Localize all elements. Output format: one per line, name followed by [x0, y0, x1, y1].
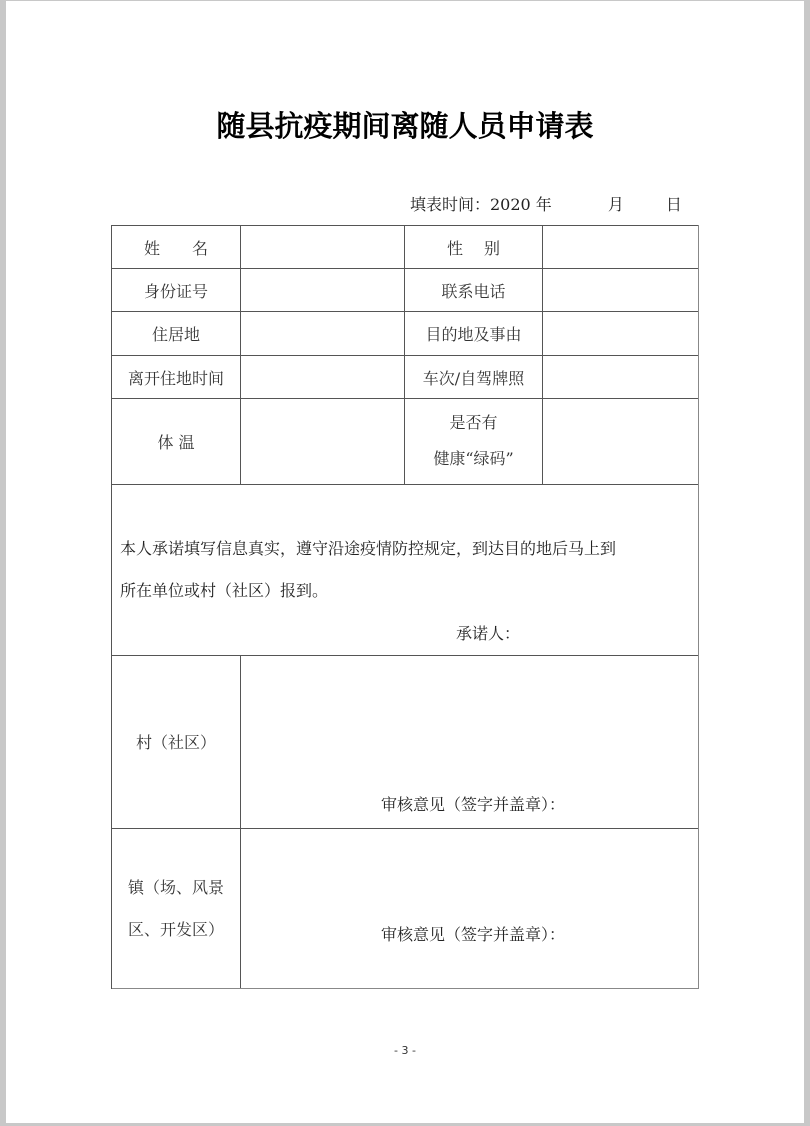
page-number: - 3 -	[394, 1044, 416, 1057]
label-green-code	[405, 399, 542, 484]
label-phone: 联系电话	[441, 281, 506, 301]
input-departure-time[interactable]	[241, 356, 404, 398]
pledge-text-line1: 本人承诺填写信息真实，遵守沿途疫情防控规定，到达目的地后马上到	[120, 539, 617, 558]
input-town-review[interactable]	[241, 829, 698, 919]
input-train-or-plate[interactable]	[543, 356, 698, 398]
label-green-code-line2: 健康“绿码”	[433, 448, 514, 468]
input-phone[interactable]	[543, 269, 698, 311]
table-border-bottom	[111, 988, 699, 989]
input-gender[interactable]	[543, 226, 698, 268]
label-id-number: 身份证号	[143, 281, 208, 301]
input-id-number[interactable]	[241, 269, 404, 311]
label-name: 姓 名	[143, 238, 208, 258]
label-residence: 住居地	[151, 325, 200, 344]
fill-date-month: 月	[607, 195, 624, 214]
label-town-line2: 区、开发区）	[127, 919, 224, 939]
label-temperature: 体 温	[157, 433, 195, 452]
fill-date-label: 填表时间：2020 年	[410, 195, 552, 214]
pledge-text-line2: 所在单位或村（社区）报到。	[120, 581, 329, 600]
pledge-signer-label: 承诺人：	[456, 624, 521, 643]
table-border-right	[698, 225, 699, 989]
label-departure-time: 离开住地时间	[127, 368, 224, 388]
form-title: 随县抗疫期间离随人员申请表	[216, 109, 594, 143]
input-green-code[interactable]	[543, 399, 698, 484]
input-temperature[interactable]	[241, 399, 404, 484]
label-destination-reason: 目的地及事由	[425, 325, 522, 344]
input-destination-reason[interactable]	[543, 312, 698, 355]
input-residence[interactable]	[241, 312, 404, 355]
label-town-line1: 镇（场、风景	[127, 877, 224, 897]
input-name[interactable]	[241, 226, 404, 268]
village-review-label: 审核意见（签字并盖章）：	[381, 795, 566, 814]
label-gender: 性 别	[446, 238, 501, 258]
label-train-or-plate: 车次/自驾牌照	[422, 368, 525, 388]
fill-date-day: 日	[665, 195, 682, 214]
town-review-label: 审核意见（签字并盖章）：	[381, 925, 566, 944]
row-divider	[111, 484, 699, 485]
label-village: 村（社区）	[135, 732, 216, 752]
fill-date-line	[410, 192, 682, 215]
label-town	[112, 829, 240, 988]
label-green-code-line1: 是否有	[449, 412, 498, 432]
input-village-review[interactable]	[241, 656, 698, 786]
